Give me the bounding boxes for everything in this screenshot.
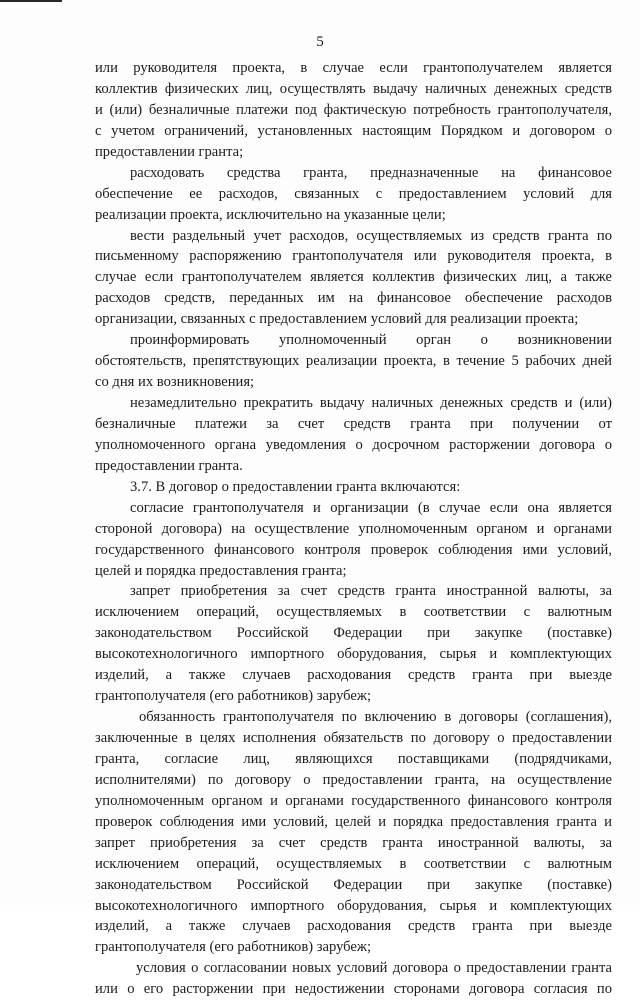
text-line: предоставлении гранта. [95, 457, 243, 474]
text-line: или руководителя проекта, в случае если грантополучателем является [95, 60, 612, 76]
text-line: с учетом ограничений, установленных настоящим Порядком и договором о [95, 122, 612, 139]
text-line: проверок соблюдения ими условий, целей и порядка предоставления гранта и [95, 813, 612, 830]
text-line: расходов средств, переданных им на финансовое обеспечение расходов [95, 290, 612, 307]
text-line: расходовать средства гранта, предназначенные на финансовое [130, 164, 612, 181]
text-line: предоставлении гранта; [95, 143, 244, 160]
text-line: запрет приобретения за счет средств гранта иностранной валюты, за [130, 583, 612, 600]
text-line: целей и порядка предоставления гранта; [95, 562, 347, 579]
text-line: грантополучателя (его работников) зарубеж; [95, 688, 372, 705]
text-line: 3.7. В договор о предоставлении гранта включаются: [130, 478, 461, 495]
text-line: законодательством Российской Федерации при закупке (поставке) [95, 625, 612, 642]
text-line: исключением операций, осуществляемых в соответствии с валютным [95, 855, 612, 872]
text-line: организации, связанных с предоставлением условий для реализации проекта; [95, 311, 579, 328]
text-line: или о его расторжении при недостижении сторонами договора согласия по [95, 981, 612, 998]
text-line: высокотехнологичного импортного оборудования, сырья и комплектующих [95, 897, 612, 914]
text-line: запрет приобретения за счет средств гранта иностранной валюты, за [95, 834, 612, 851]
text-line: высокотехнологичного импортного оборудования, сырья и комплектующих [95, 646, 612, 663]
text-line: государственного финансового контроля проверок соблюдения ими условий, [95, 541, 612, 558]
text-line: грантополучателя (его работников) зарубеж; [95, 939, 372, 956]
text-line: уполномоченного органа уведомления о досрочном расторжении договора о [95, 436, 612, 453]
text-line: случае если грантополучателем является коллектив физических лиц, а также [95, 269, 612, 286]
text-line: исключением операций, осуществляемых в соответствии с валютным [95, 604, 612, 621]
page-number: 5 [316, 34, 324, 50]
text-line: обязанность грантополучателя по включению в договоры (соглашения), [139, 709, 612, 726]
text-line: заключенные в целях исполнения обязательств по договору о предоставлении [95, 730, 612, 746]
scan-edge-mark [0, 0, 62, 2]
text-line: обстоятельств, препятствующих реализации проекта, в течение 5 рабочих дней [95, 353, 612, 370]
text-line: вести раздельный учет расходов, осуществляемых из средств гранта по [130, 227, 612, 244]
text-line: реализации проекта, исключительно на указанные цели; [95, 206, 446, 223]
document-body [95, 58, 612, 1000]
text-line: незамедлительно прекратить выдачу наличных денежных средств и (или) [130, 395, 612, 411]
text-line: проинформировать уполномоченный орган о возникновении [130, 332, 612, 349]
text-line: и (или) безналичные платежи под фактическую потребность грантополучателя, [95, 101, 612, 118]
text-line: гранта, согласие лиц, являющихся поставщиками (подрядчиками, [95, 750, 612, 767]
text-line: уполномоченным органом и органами государственного финансового контроля [95, 792, 612, 809]
text-line: изделий, а также случаев расходования средств гранта при выезде [95, 667, 612, 684]
text-line: коллектив физических лиц, осуществлять выдачу наличных денежных средств [95, 80, 612, 97]
text-line: стороной договора) на осуществление уполномоченным органом и органами [95, 520, 612, 537]
text-line: согласие грантополучателя и организации (в случае если она является [130, 499, 612, 516]
text-line: обеспечение ее расходов, связанных с предоставлением условий для [95, 185, 612, 202]
text-line: письменному распоряжению грантополучателя или руководителя проекта, в [95, 248, 612, 265]
text-line: безналичные платежи за счет средств гранта при получении от [95, 415, 612, 432]
text-line: исполнителями) по договору о предоставлении гранта, на осуществление [95, 771, 612, 788]
text-line: условия о согласовании новых условий договора о предоставлении гранта [136, 960, 612, 977]
text-line: изделий, а также случаев расходования средств гранта при выезде [95, 918, 612, 935]
text-line: со дня их возникновения; [95, 374, 255, 391]
text-line: законодательством Российской Федерации при закупке (поставке) [95, 876, 612, 893]
